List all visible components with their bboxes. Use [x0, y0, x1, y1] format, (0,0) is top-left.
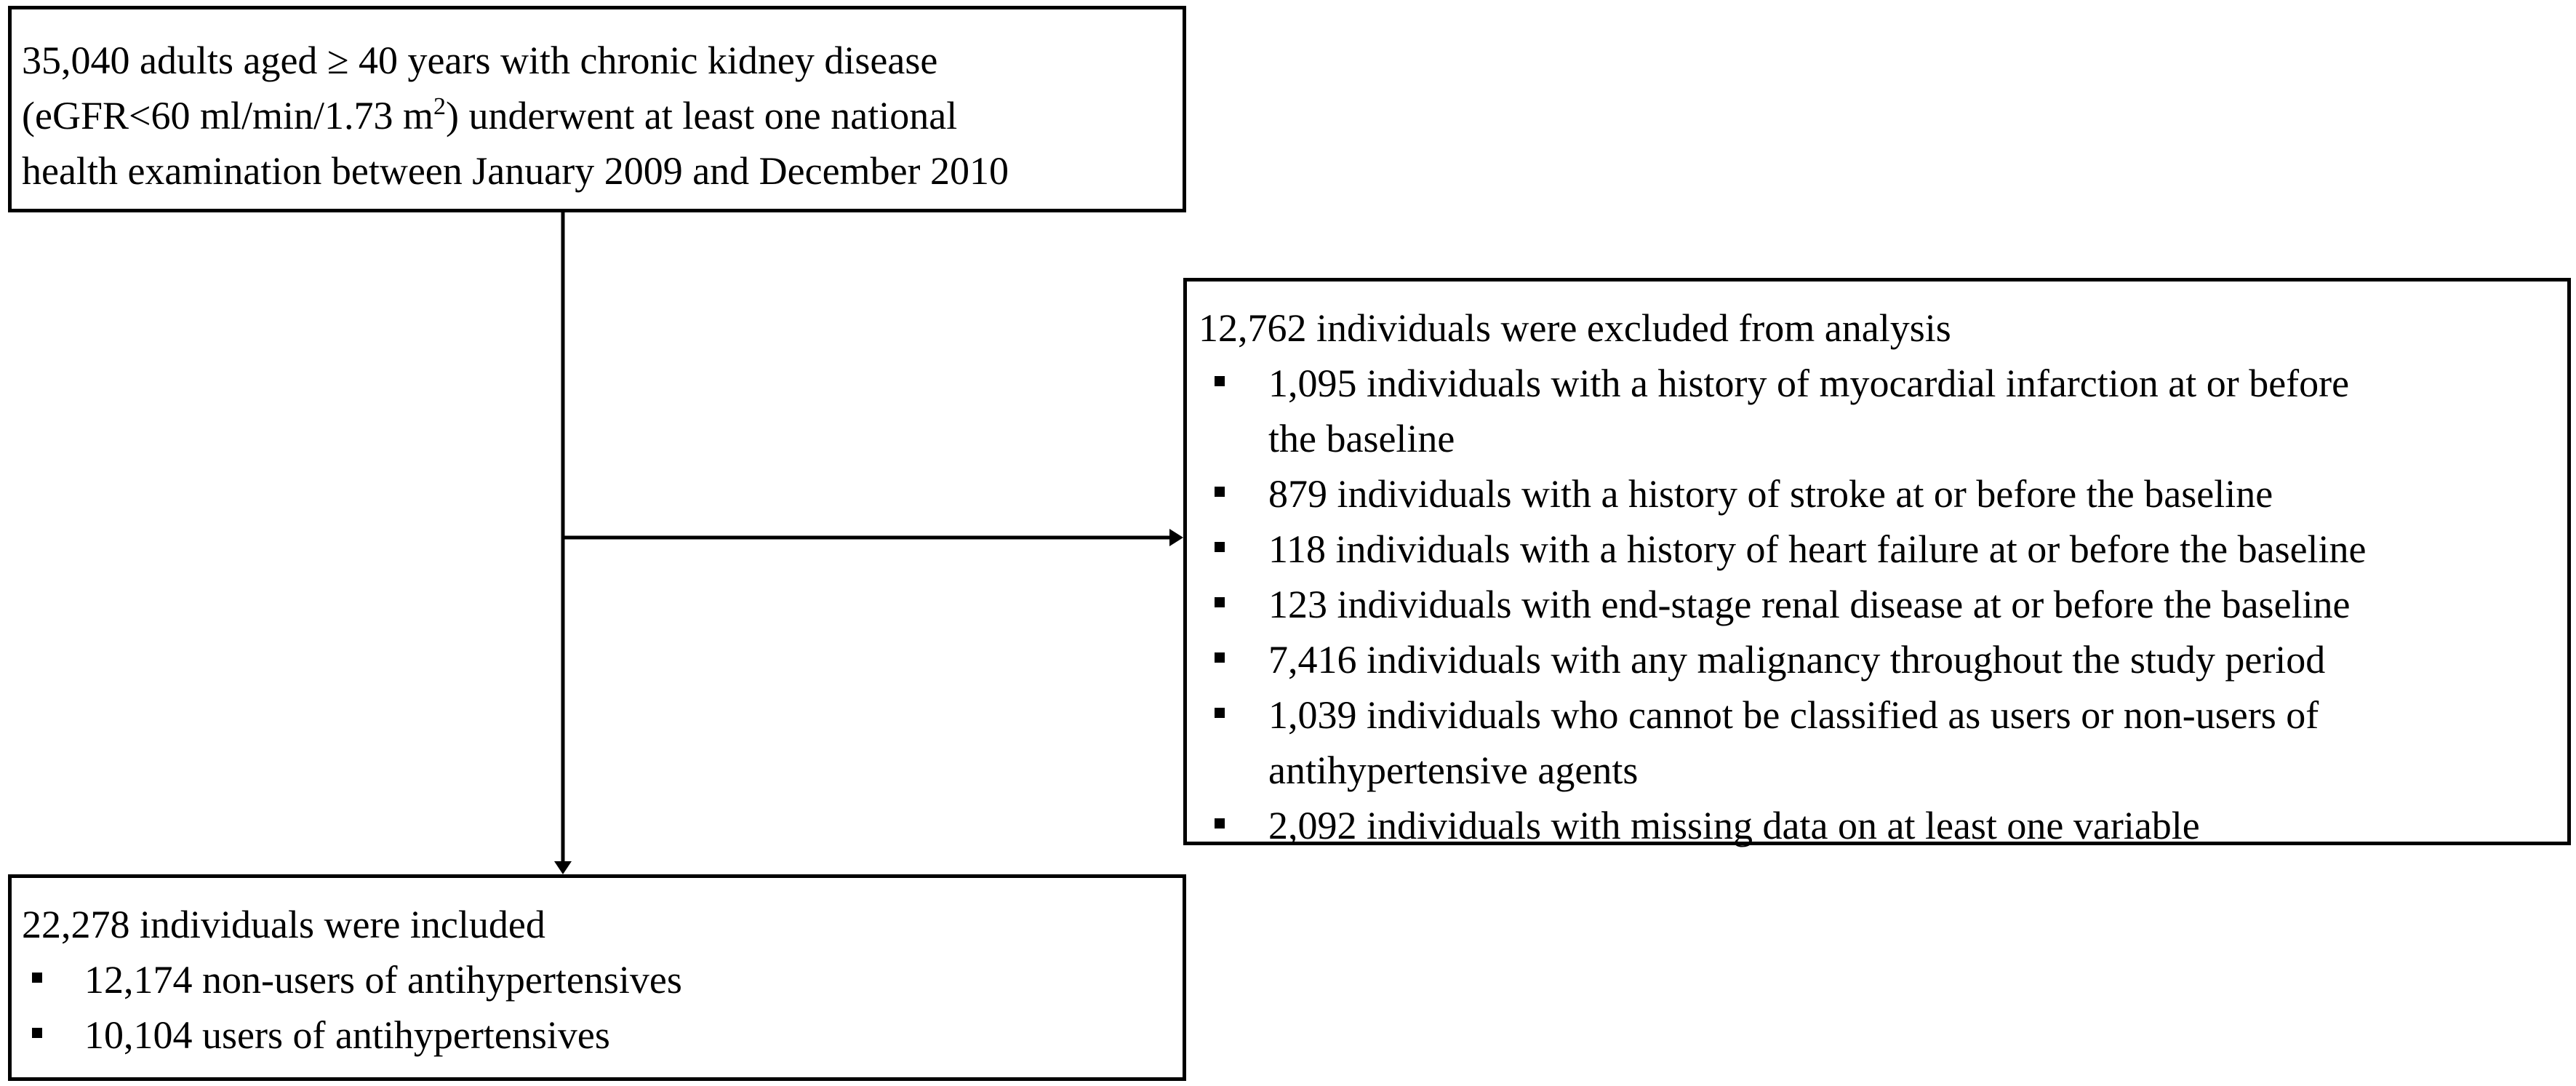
exclusion-box — [1183, 278, 2571, 845]
exclusion-item — [1199, 466, 2567, 522]
eligibility-box — [8, 6, 1186, 212]
inclusion-item-line: 10,104 users of antihypertensives — [84, 1013, 610, 1057]
exclusion-list — [1199, 356, 2567, 853]
eligibility-superscript: 2 — [433, 93, 446, 120]
exclusion-item — [1199, 356, 2567, 466]
exclusion-item-line: 7,416 individuals with any malignancy throughout the study period — [1268, 638, 2326, 682]
exclusion-item-line: 118 individuals with a history of heart failure at or before the baseline — [1268, 527, 2367, 571]
eligibility-line-3: health examination between January 2009 and December 2010 — [22, 149, 1009, 193]
exclusion-item-line: 2,092 individuals with missing data on at least one variable — [1268, 804, 2200, 847]
eligibility-line-2-post: ) underwent at least one national — [445, 94, 958, 137]
inclusion-box — [8, 874, 1186, 1081]
exclusion-item-line: 879 individuals with a history of stroke at or before the baseline — [1268, 472, 2273, 516]
inclusion-item — [22, 1007, 1183, 1063]
right-arrow-head — [1169, 529, 1183, 546]
exclusion-item-line: the baseline — [1268, 417, 1455, 460]
exclusion-item-line: antihypertensive agents — [1268, 748, 1639, 792]
inclusion-item-line: 12,174 non-users of antihypertensives — [84, 958, 682, 1002]
inclusion-item — [22, 952, 1183, 1007]
exclusion-item — [1199, 687, 2567, 798]
exclusion-item — [1199, 577, 2567, 632]
inclusion-heading: 22,278 individuals were included — [22, 903, 545, 946]
exclusion-item-line: 1,039 individuals who cannot be classified as users or non-users of — [1268, 693, 2319, 737]
down-arrow-head — [554, 861, 572, 874]
exclusion-item — [1199, 798, 2567, 853]
exclusion-heading: 12,762 individuals were excluded from analysis — [1199, 306, 1951, 350]
exclusion-item — [1199, 632, 2567, 687]
eligibility-line-1: 35,040 adults aged ≥ 40 years with chronic kidney disease — [22, 39, 938, 82]
exclusion-item — [1199, 522, 2567, 577]
exclusion-item-line: 123 individuals with end-stage renal disease at or before the baseline — [1268, 583, 2351, 626]
eligibility-line-2 — [22, 88, 1183, 143]
eligibility-line-2-pre: (eGFR<60 ml/min/1.73 m — [22, 94, 433, 137]
inclusion-list — [22, 952, 1183, 1063]
exclusion-item-line: 1,095 individuals with a history of myocardial infarction at or before — [1268, 362, 2350, 405]
